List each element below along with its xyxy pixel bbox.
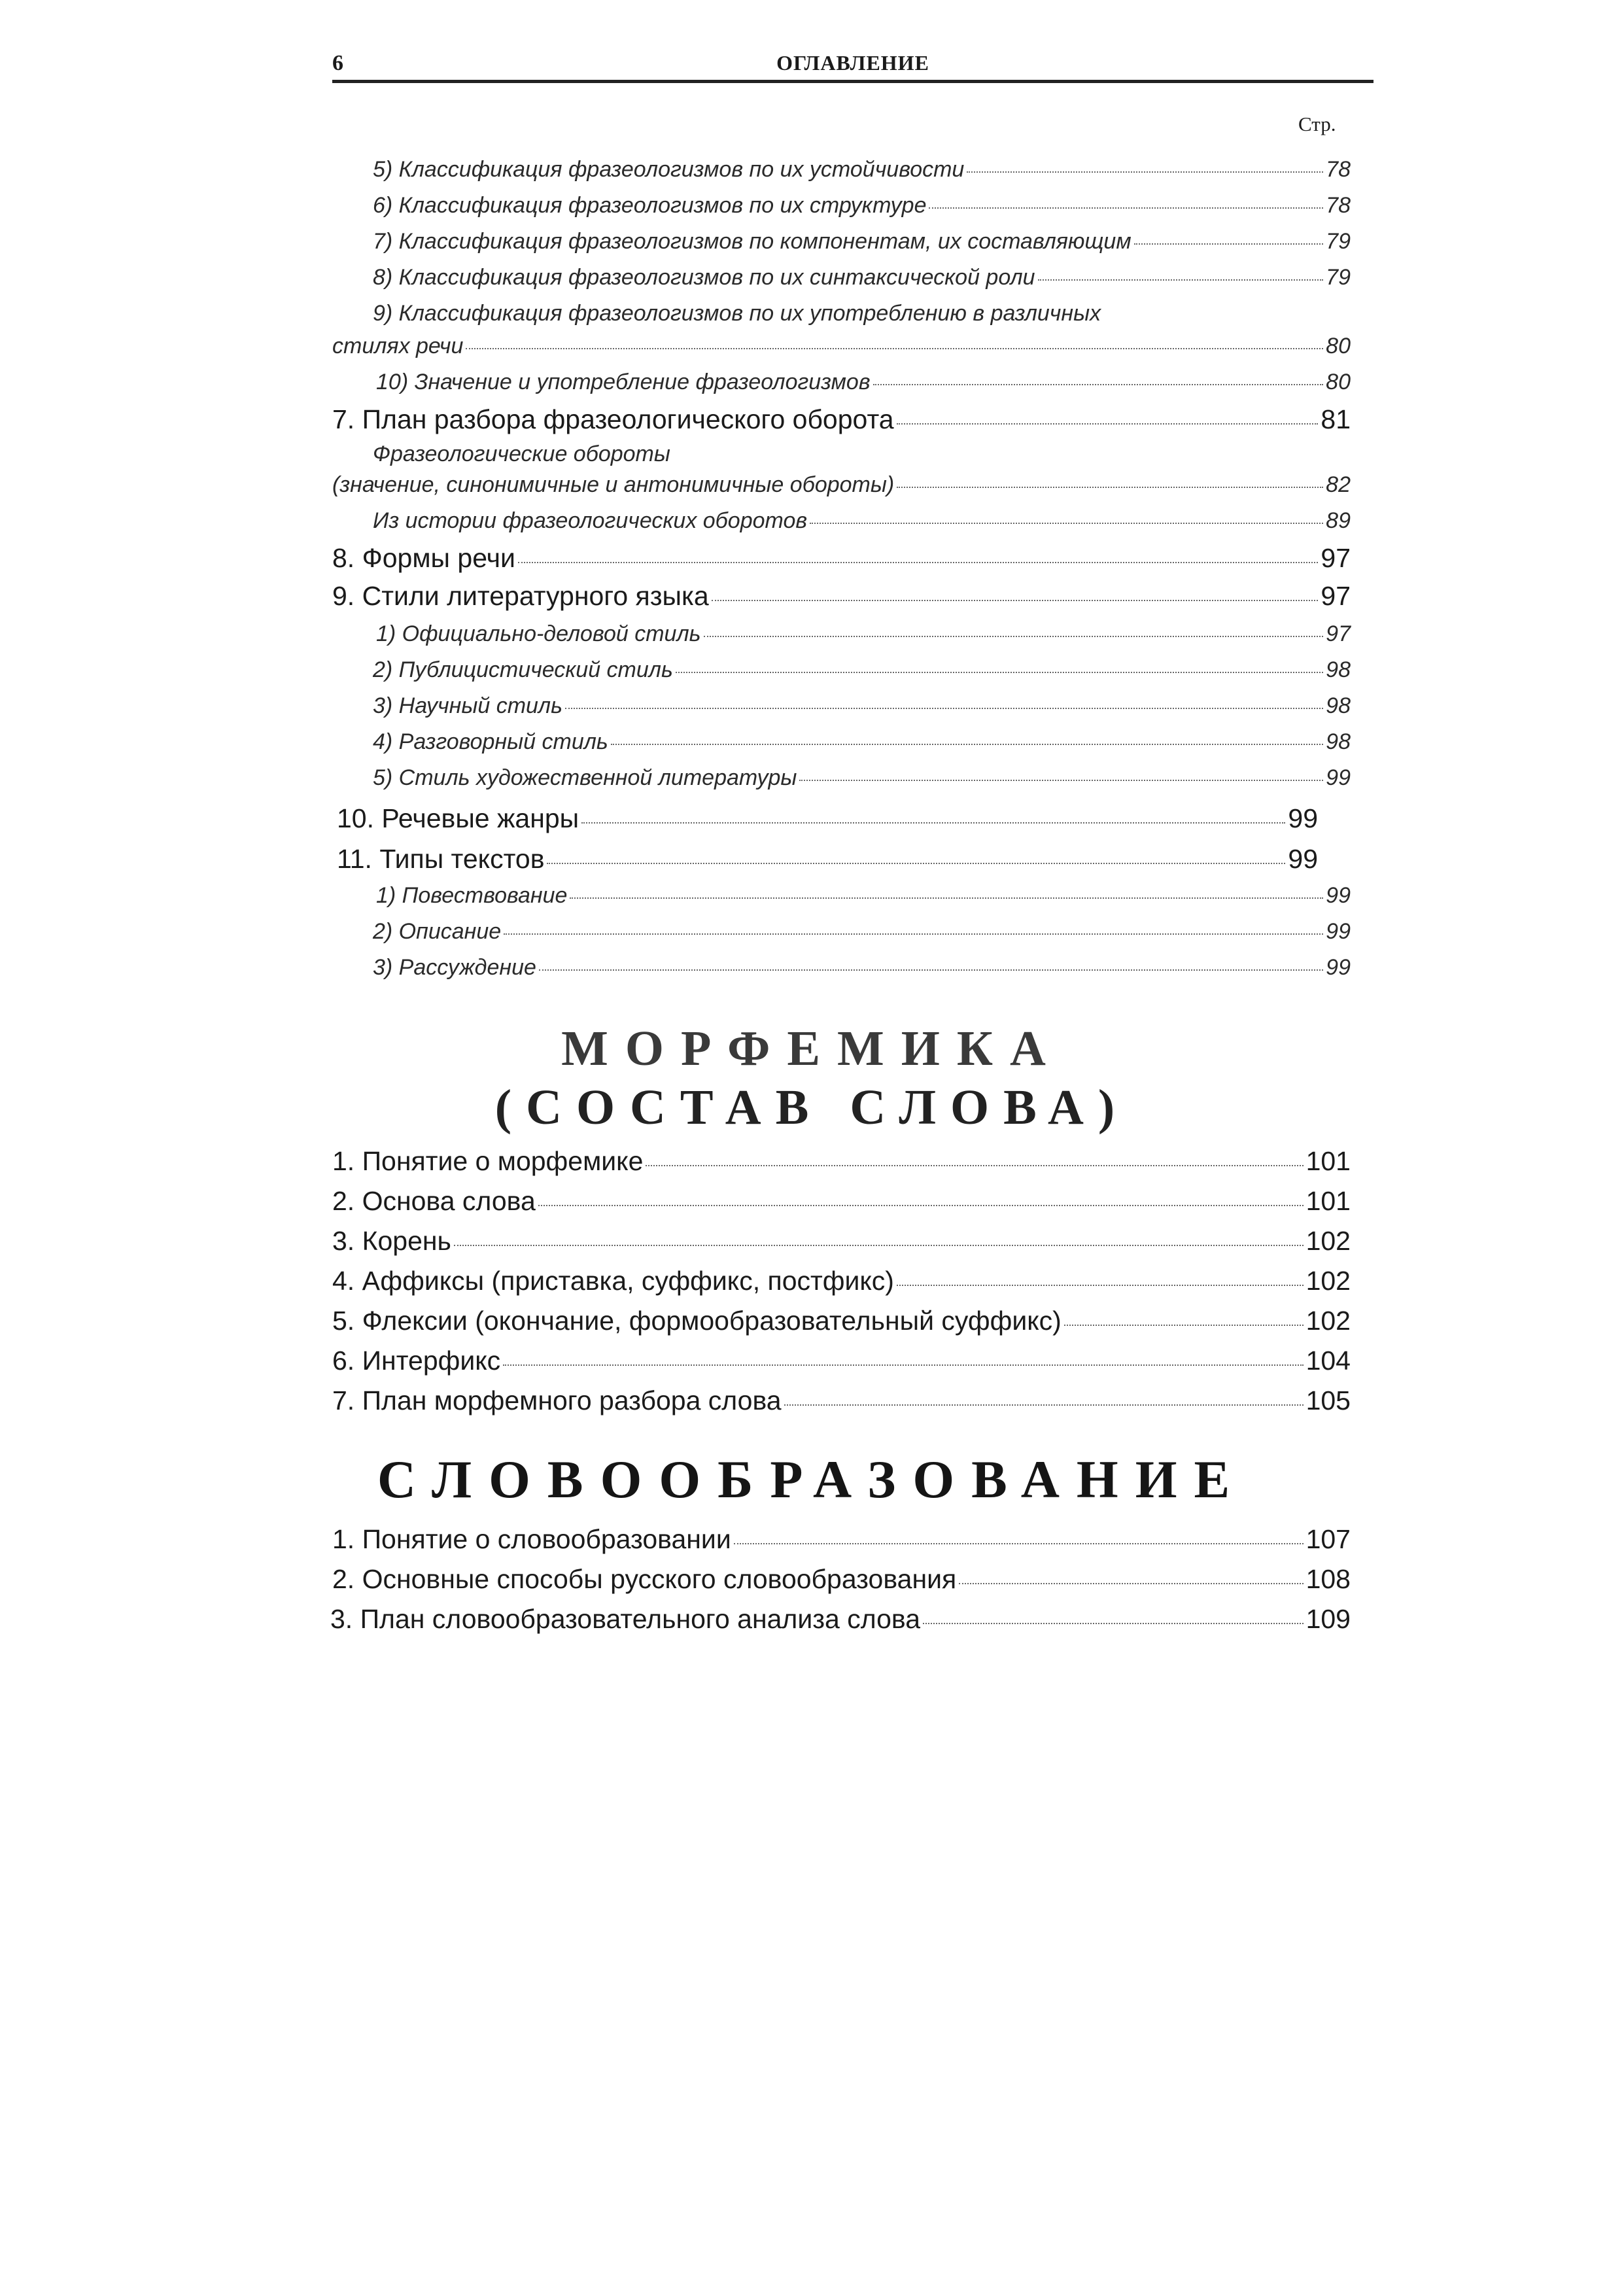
- toc-entry-title: 4) Разговорный стиль: [373, 729, 608, 754]
- dot-leader: [897, 423, 1319, 425]
- dot-leader: [712, 600, 1319, 601]
- dot-leader: [1134, 243, 1324, 245]
- toc-entry[interactable]: [0, 1524, 1624, 1555]
- toc-entry-title: 11. Типы текстов: [337, 844, 545, 874]
- toc-entry[interactable]: [0, 919, 1624, 945]
- toc-entry-title: 2. Основные способы русского словообразования: [332, 1564, 957, 1594]
- dot-leader: [565, 708, 1323, 709]
- toc-entry[interactable]: [0, 581, 1624, 612]
- toc-entry-page: 99: [1326, 919, 1351, 944]
- toc-entry-page: 99: [1288, 803, 1318, 833]
- toc-entry-page: 99: [1288, 844, 1318, 874]
- toc-entry-page: 98: [1326, 657, 1351, 682]
- toc-entry-page: 78: [1326, 157, 1351, 182]
- toc-entry-title: 2. Основа слова: [332, 1186, 536, 1216]
- toc-entry-title: 3. План словообразовательного анализа слова: [330, 1604, 921, 1634]
- toc-entry[interactable]: [0, 334, 1624, 359]
- dot-leader: [784, 1404, 1304, 1406]
- dot-leader: [504, 933, 1323, 935]
- toc-entry-title: 5. Флексии (окончание, формообразовательный суффикс): [332, 1306, 1062, 1336]
- toc-entry-page: 89: [1326, 508, 1351, 533]
- dot-leader: [466, 348, 1323, 349]
- toc-entry[interactable]: [0, 1346, 1624, 1376]
- toc-entry[interactable]: [0, 193, 1624, 218]
- dot-leader: [873, 384, 1324, 385]
- toc-entry-page: 80: [1326, 370, 1351, 394]
- page-header: [332, 51, 1373, 83]
- dot-leader: [967, 171, 1323, 173]
- toc-entry-page: 97: [1326, 621, 1351, 646]
- dot-leader: [518, 562, 1318, 563]
- toc-entry-title: стилях речи: [332, 334, 464, 358]
- toc-entry-page: 78: [1326, 193, 1351, 218]
- toc-entry[interactable]: [0, 1385, 1624, 1416]
- toc-entry-page: 102: [1305, 1226, 1351, 1256]
- toc-entry-title: 4. Аффиксы (приставка, суффикс, постфикс): [332, 1266, 894, 1296]
- dot-leader: [539, 969, 1323, 971]
- dot-leader: [1064, 1325, 1304, 1326]
- toc-entry-title-line1: 9) Классификация фразеологизмов по их употреблению в различных: [373, 301, 1101, 326]
- toc-entry-title: 1) Официально-деловой стиль: [376, 621, 701, 646]
- toc-entry[interactable]: [0, 1306, 1624, 1336]
- toc-entry-page: 98: [1326, 693, 1351, 718]
- toc-entry[interactable]: [0, 844, 1624, 875]
- running-title: ОГЛАВЛЕНИЕ: [776, 51, 929, 75]
- toc-entry-title: 10. Речевые жанры: [337, 803, 579, 833]
- toc-entry-page: 107: [1305, 1524, 1351, 1554]
- dot-leader: [1038, 279, 1324, 281]
- dot-leader: [570, 897, 1323, 899]
- toc-entry[interactable]: [0, 543, 1624, 574]
- toc-entry-page: 79: [1326, 229, 1351, 254]
- toc-entry-title: 5) Стиль художественной литературы: [373, 765, 797, 790]
- toc-entry[interactable]: [0, 1226, 1624, 1257]
- toc-entry[interactable]: [0, 508, 1624, 534]
- toc-entry-page: 102: [1305, 1266, 1351, 1296]
- dot-leader: [897, 1285, 1304, 1286]
- toc-entry[interactable]: [0, 404, 1624, 435]
- toc-entry-page: 108: [1305, 1564, 1351, 1594]
- toc-entry-page: 82: [1326, 472, 1351, 497]
- section-subtitle-morphemics: (СОСТАВ СЛОВА): [494, 1080, 1130, 1135]
- dot-leader: [646, 1165, 1303, 1166]
- toc-entry-page: 104: [1305, 1346, 1351, 1376]
- toc-entry[interactable]: [0, 803, 1624, 834]
- section-title-morphemics: МОРФЕМИКА: [561, 1021, 1063, 1076]
- toc-entry-title: 2) Описание: [373, 919, 502, 944]
- toc-entry[interactable]: [0, 729, 1624, 755]
- toc-entry[interactable]: [0, 621, 1624, 647]
- toc-entry-title-line1: Фразеологические обороты: [373, 442, 670, 466]
- dot-leader: [704, 636, 1324, 637]
- toc-entry[interactable]: [0, 229, 1624, 254]
- dot-leader: [611, 744, 1323, 745]
- dot-leader: [897, 487, 1323, 488]
- toc-entry[interactable]: [0, 1146, 1624, 1177]
- toc-entry[interactable]: [0, 265, 1624, 290]
- toc-entry[interactable]: [0, 1186, 1624, 1217]
- toc-entry-title: 3. Корень: [332, 1226, 451, 1256]
- dot-leader: [810, 523, 1323, 524]
- toc-entry[interactable]: [0, 955, 1624, 981]
- dot-leader: [503, 1364, 1303, 1366]
- toc-entry-page: 101: [1305, 1146, 1351, 1176]
- toc-entry-page: 99: [1326, 883, 1351, 908]
- dot-leader: [454, 1245, 1304, 1246]
- dot-leader: [929, 207, 1323, 209]
- toc-entry-title: 3) Научный стиль: [373, 693, 562, 718]
- toc-entry-page: 101: [1305, 1186, 1351, 1216]
- toc-entry-title: 3) Рассуждение: [373, 955, 536, 980]
- toc-entry[interactable]: [0, 370, 1624, 395]
- toc-entry-page: 81: [1321, 404, 1351, 434]
- dot-leader: [547, 863, 1285, 864]
- toc-entry-title: 8) Классификация фразеологизмов по их синтаксической роли: [373, 265, 1035, 290]
- toc-entry-title: 7) Классификация фразеологизмов по компонентам, их составляющим: [373, 229, 1132, 254]
- toc-entry[interactable]: [0, 157, 1624, 182]
- toc-entry-title: 10) Значение и употребление фразеологизмов: [376, 370, 871, 394]
- toc-entry-page: 97: [1321, 581, 1351, 611]
- toc-entry-title: (значение, синонимичные и антонимичные обороты): [332, 472, 895, 497]
- toc-entry[interactable]: [0, 1266, 1624, 1296]
- dot-leader: [676, 672, 1323, 673]
- toc-entry-title: Из истории фразеологических оборотов: [373, 508, 808, 533]
- page-number: 6: [332, 51, 343, 75]
- toc-entry[interactable]: [0, 1564, 1624, 1595]
- toc-entry-title: 7. План разбора фразеологического оборота: [332, 404, 894, 434]
- toc-entry[interactable]: [0, 765, 1624, 791]
- toc-entry-page: 80: [1326, 334, 1351, 358]
- toc-entry-title: 6) Классификация фразеологизмов по их структуре: [373, 193, 927, 218]
- toc-entry-page: 97: [1321, 543, 1351, 573]
- toc-entry-title: 1) Повествование: [376, 883, 568, 908]
- toc-entry[interactable]: [0, 472, 1624, 498]
- dot-leader: [581, 822, 1285, 824]
- toc-entry[interactable]: [0, 883, 1624, 909]
- toc-entry-title: 6. Интерфикс: [332, 1346, 501, 1376]
- toc-entry-title: 2) Публицистический стиль: [373, 657, 673, 682]
- toc-entry-page: 98: [1326, 729, 1351, 754]
- toc-entry-title: 9. Стили литературного языка: [332, 581, 709, 611]
- toc-entry[interactable]: [0, 1604, 1624, 1635]
- toc-entry-title: 1. Понятие о морфемике: [332, 1146, 644, 1176]
- dot-leader: [959, 1583, 1303, 1584]
- section-title-wordformation: СЛОВООБРАЗОВАНИЕ: [377, 1450, 1247, 1509]
- dot-leader: [734, 1543, 1304, 1544]
- toc-entry-page: 105: [1305, 1385, 1351, 1415]
- toc-entry-title: 5) Классификация фразеологизмов по их устойчивости: [373, 157, 965, 182]
- toc-entry-page: 99: [1326, 955, 1351, 980]
- toc-entry-page: 102: [1305, 1306, 1351, 1336]
- toc-entry-title: 1. Понятие о словообразовании: [332, 1524, 731, 1554]
- toc-entry[interactable]: [0, 657, 1624, 683]
- toc-entry[interactable]: [0, 693, 1624, 719]
- toc-entry-title: 8. Формы речи: [332, 543, 515, 573]
- dot-leader: [538, 1205, 1304, 1206]
- dot-leader: [923, 1623, 1304, 1624]
- dot-leader: [799, 780, 1323, 781]
- toc-entry-page: 79: [1326, 265, 1351, 290]
- toc-entry-page: 99: [1326, 765, 1351, 790]
- page-column-label: Стр.: [1298, 113, 1336, 135]
- toc-entry-title: 7. План морфемного разбора слова: [332, 1385, 782, 1415]
- toc-entry-page: 109: [1305, 1604, 1351, 1634]
